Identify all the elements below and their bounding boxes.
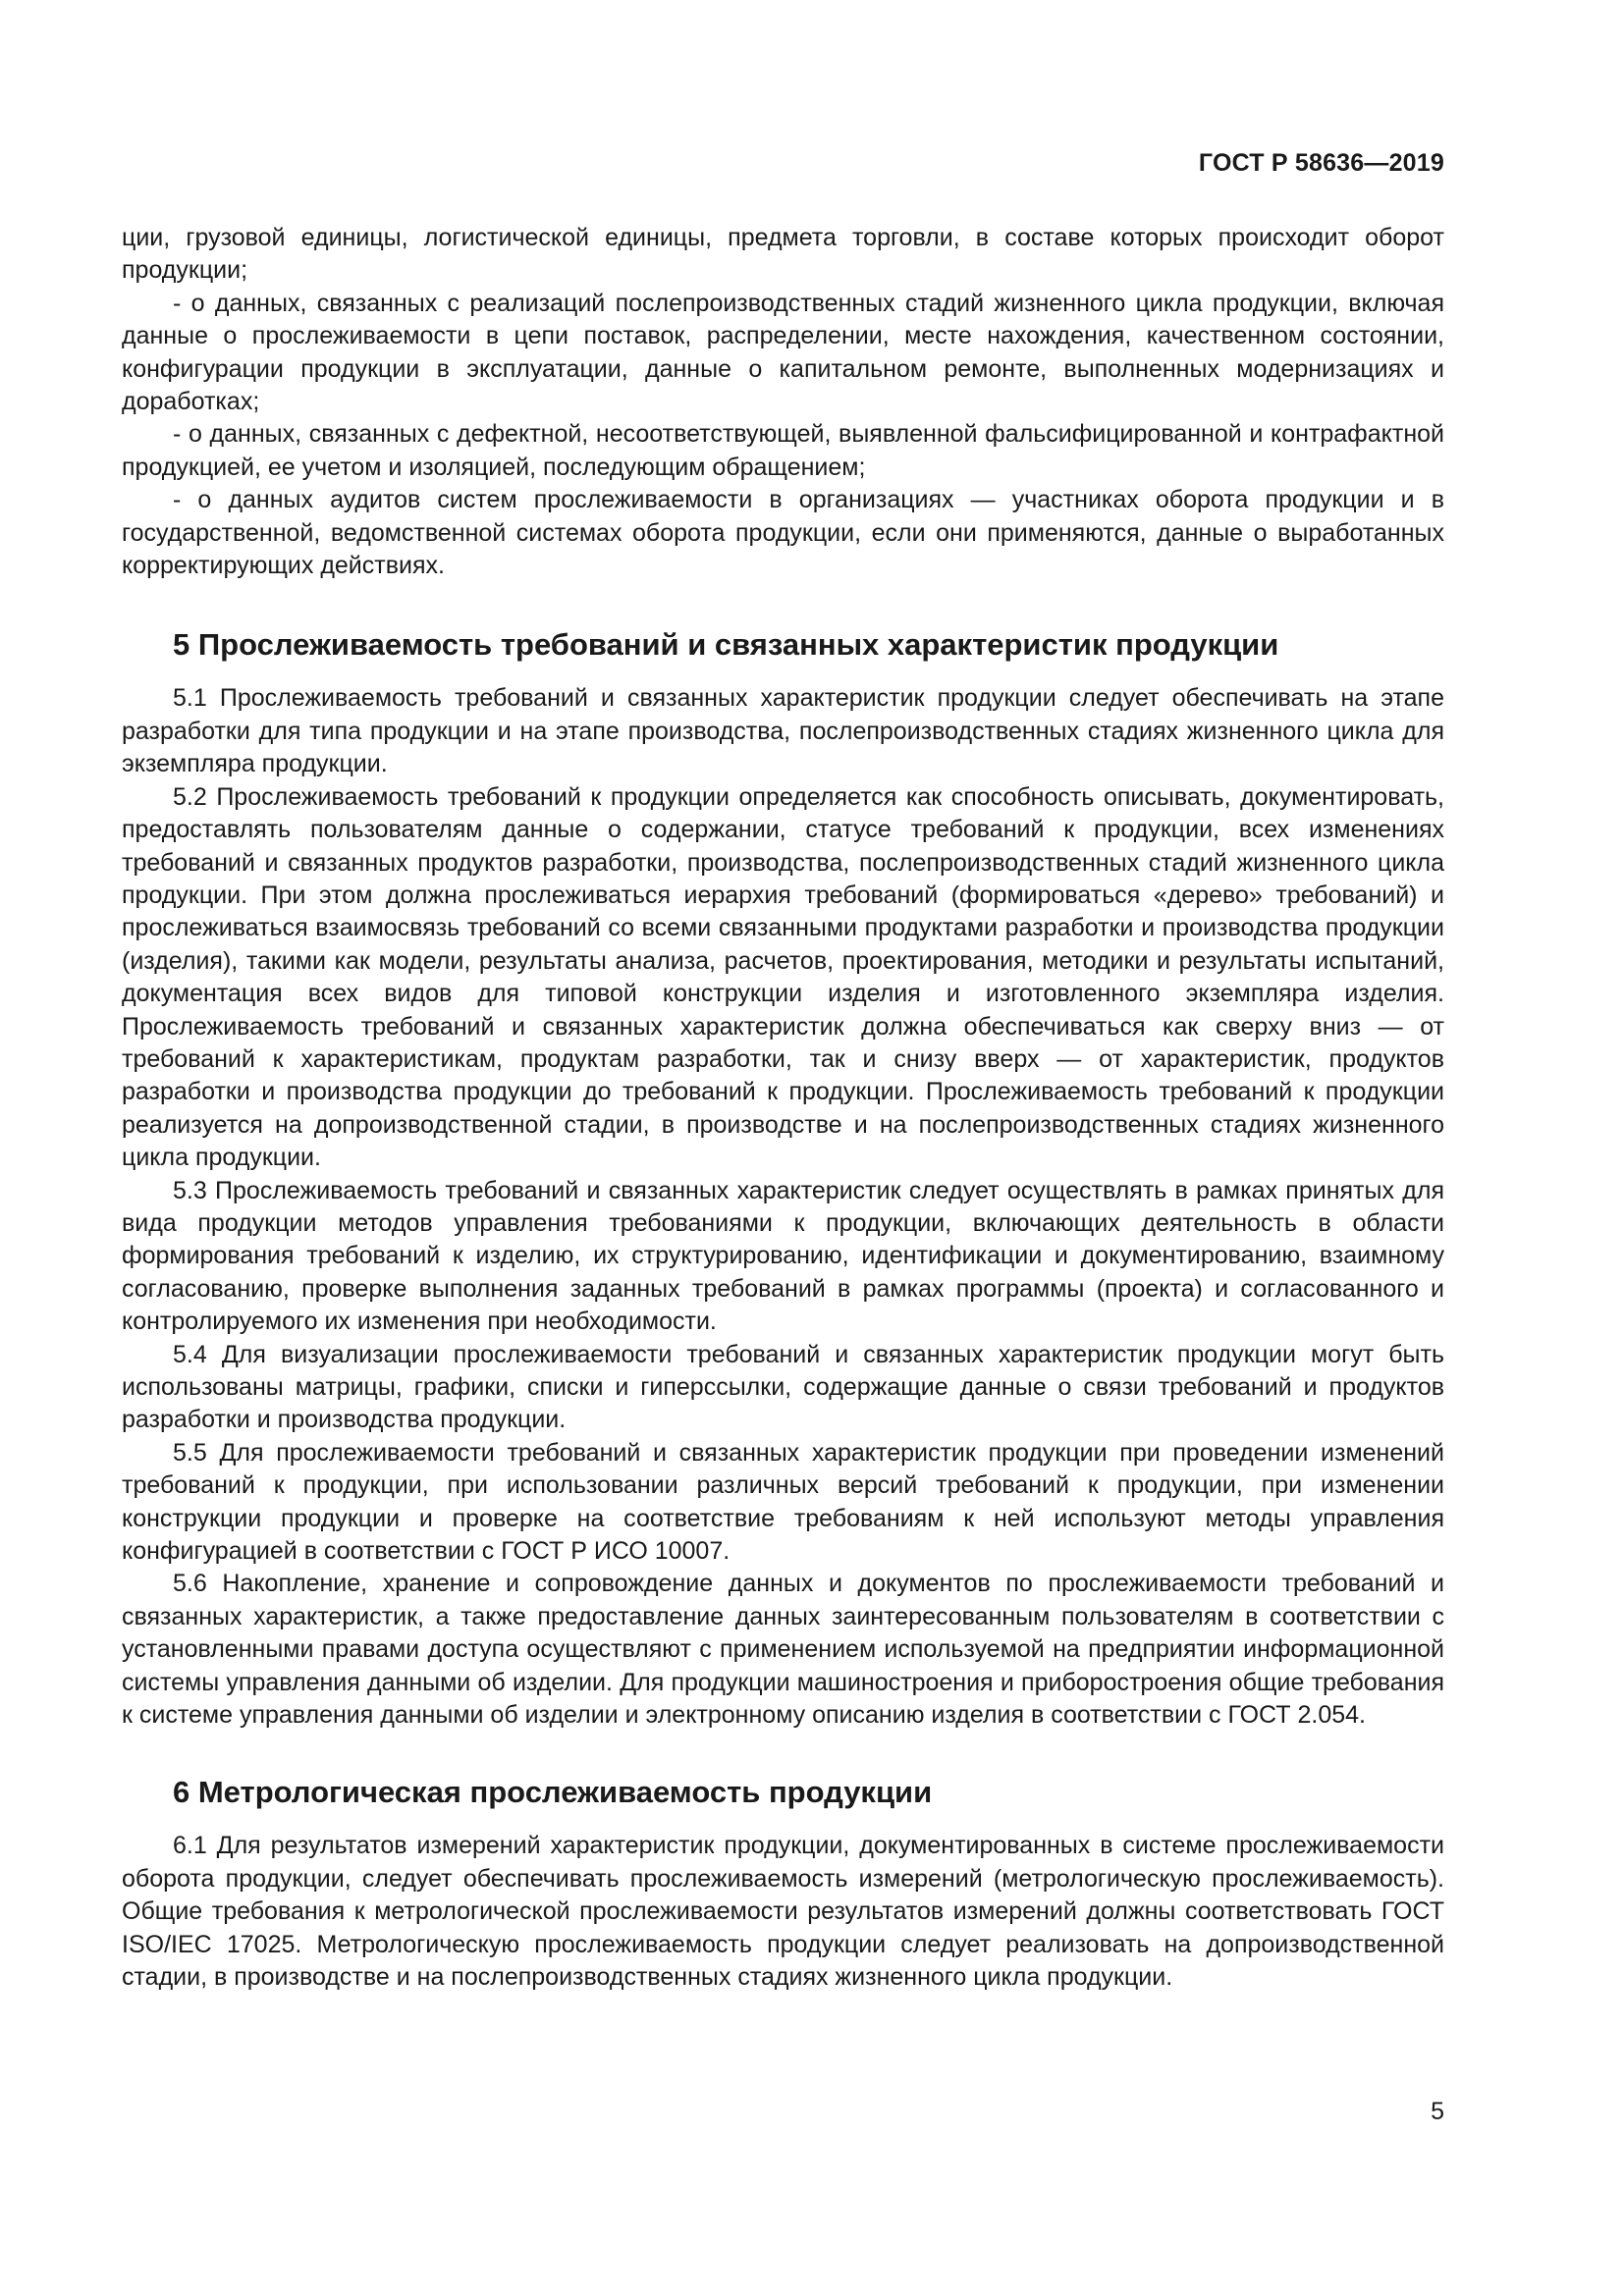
list-item: - о данных, связанных с дефектной, несоответствующей, выявленной фальсифицированной и контрафактной продукцией, ее учетом и изоляцией, последующим обращением;	[122, 420, 1444, 481]
section-6-heading: 6 Метрологическая прослеживаемость продукции	[173, 1775, 933, 1810]
clause-5-4: 5.4 Для визуализации прослеживаемости требований и связанных характеристик продукции могут быть использованы матрицы, графики, списки и гиперссылки, содержащие данные о связи требований и продуктов разработки и производства продукции.	[122, 1340, 1444, 1434]
document-body	[122, 222, 1444, 1995]
clause-6-1: 6.1 Для результатов измерений характеристик продукции, документированных в системе прослеживаемости оборота продукции, следует обеспечивать прослеживаемость измерений (метрологическую прослеживаемость). Общие требования к метрологической прослеживаемости результатов измерений должны соответствовать ГОСТ ISO/IEC 17025. Метрологическую прослеживаемость продукции следует реализовать на допроизводственной стадии, в производстве и на послепроизводственных стадиях жизненного цикла продукции.	[122, 1832, 1444, 1992]
clause-5-5: 5.5 Для прослеживаемости требований и связанных характеристик продукции при проведении изменений требований к продукции, при использовании различных версий требований к продукции, при изменении конструкции продукции и проверке на соответствие требованиям к ней используют методы управления конфигурацией в соответствии с ГОСТ Р ИСО 10007.	[122, 1438, 1444, 1566]
continuation-paragraph: ции, грузовой единицы, логистической единицы, предмета торговли, в составе которых происходит оборот продукции;	[122, 224, 1444, 285]
clause-5-1: 5.1 Прослеживаемость требований и связанных характеристик продукции следует обеспечивать на этапе разработки для типа продукции и на этапе производства, послепроизводственных стадиях жизненного цикла для экземпляра продукции.	[122, 684, 1444, 778]
standard-code-header: ГОСТ Р 58636—2019	[1198, 149, 1444, 177]
page-number: 5	[1431, 2098, 1444, 2125]
clause-5-6: 5.6 Накопление, хранение и сопровождение данных и документов по прослеживаемости требований и связанных характеристик, а также предоставление данных заинтересованным пользователям в соответствии с установленными правами доступа осуществляют с применением используемой на предприятии информационной системы управления данными об изделии. Для продукции машиностроения и приборостроения общие требования к системе управления данными об изделии и электронному описанию изделия в соответствии с ГОСТ 2.054.	[122, 1570, 1444, 1730]
section-5-heading: 5 Прослеживаемость требований и связанных характеристик продукции	[173, 627, 1279, 663]
list-item: - о данных, связанных с реализаций послепроизводственных стадий жизненного цикла продукции, включая данные о прослеживаемости в цепи поставок, распределении, месте нахождения, качественном состоянии, конфигурации продукции в эксплуатации, данные о капитальном ремонте, выполненных модернизациях и доработках;	[122, 289, 1444, 416]
clause-5-2: 5.2 Прослеживаемость требований к продукции определяется как способность описывать, документировать, предоставлять пользователям данные о содержании, статусе требований к продукции, всех изменениях требований и связанных продуктов разработки, производства, послепроизводственных стадий жизненного цикла продукции. При этом должна прослеживаться иерархия требований (формироваться «дерево» требований) и прослеживаться взаимосвязь требований со всеми связанными продуктами разработки и производства продукции (изделия), такими как модели, результаты анализа, расчетов, проектирования, методики и результаты испытаний, документация всех видов для типовой конструкции изделия и изготовленного экземпляра изделия. Прослеживаемость требований и связанных характеристик должна обеспечиваться как сверху вниз — от требований к характеристикам, продуктам разработки, так и снизу вверх — от характеристик, продуктов разработки и производства продукции до требований к продукции. Прослеживаемость требований к продукции реализуется на допроизводственной стадии, в производстве и на послепроизводственных стадиях жизненного цикла продукции.	[122, 782, 1444, 1172]
list-item: - о данных аудитов систем прослеживаемости в организациях — участниках оборота продукции и в государственной, ведомственной системах оборота продукции, если они применяются, данные о выработанных корректирующих действиях.	[122, 486, 1444, 580]
clause-5-3: 5.3 Прослеживаемость требований и связанных характеристик следует осуществлять в рамках принятых для вида продукции методов управления требованиями к продукции, включающих деятельность в области формирования требований к изделию, их структурированию, идентификации и документированию, взаимному согласованию, проверке выполнения заданных требований в рамках программы (проекта) и согласованного и контролируемого их изменения при необходимости.	[122, 1176, 1444, 1336]
